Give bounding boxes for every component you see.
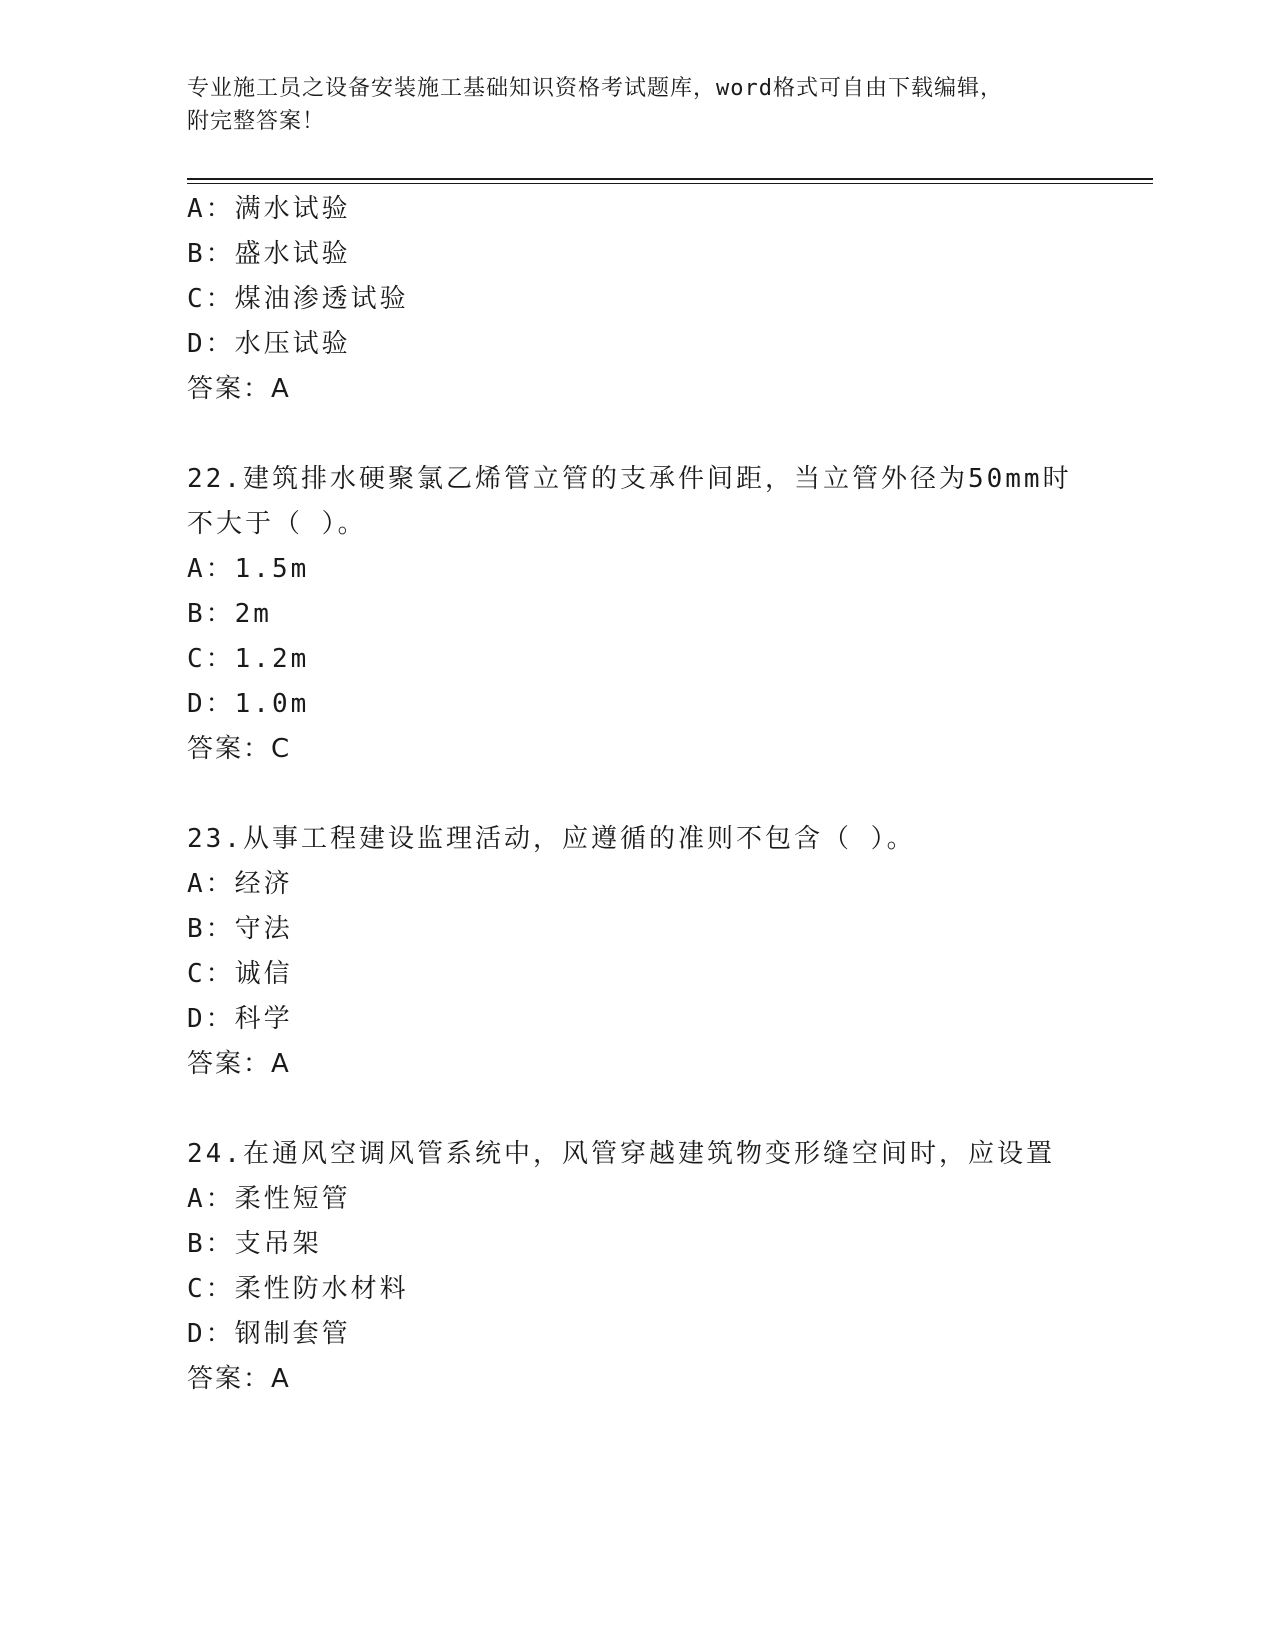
question-stem-line-1: 22.建筑排水硬聚氯乙烯管立管的支承件间距，当立管外径为50mm时 <box>187 464 1072 494</box>
header-divider-thin <box>187 183 1153 184</box>
header-line-1: 专业施工员之设备安装施工基础知识资格考试题库，word格式可自由下载编辑， <box>187 76 1003 101</box>
option-c: C：1.2m <box>187 644 310 674</box>
option-a: A：经济 <box>187 869 293 899</box>
answer-line: 答案：A <box>187 374 291 404</box>
option-c: C：诚信 <box>187 959 293 989</box>
option-a: A：柔性短管 <box>187 1184 351 1214</box>
option-b: B：支吊架 <box>187 1229 322 1259</box>
option-c: C：柔性防水材料 <box>187 1274 409 1304</box>
option-d: D：1.0m <box>187 689 310 719</box>
option-c: C：煤油渗透试验 <box>187 284 409 314</box>
header-divider-thick <box>187 178 1153 180</box>
question-stem-line-1: 23.从事工程建设监理活动，应遵循的准则不包含（ ）。 <box>187 824 916 854</box>
header-line-2: 附完整答案！ <box>187 109 326 134</box>
option-a: A：满水试验 <box>187 194 351 224</box>
option-b: B：2m <box>187 599 272 629</box>
option-b: B：盛水试验 <box>187 239 351 269</box>
document-header <box>187 72 1087 138</box>
question-stem-line-2: 不大于（ ）。 <box>187 509 367 539</box>
question-stem-line-1: 24.在通风空调风管系统中，风管穿越建筑物变形缝空间时，应设置 <box>187 1139 1055 1169</box>
option-d: D：科学 <box>187 1004 293 1034</box>
option-a: A：1.5m <box>187 554 310 584</box>
option-d: D：水压试验 <box>187 329 351 359</box>
option-b: B：守法 <box>187 914 293 944</box>
option-d: D：钢制套管 <box>187 1319 351 1349</box>
answer-line: 答案：C <box>187 734 292 764</box>
answer-line: 答案：A <box>187 1049 291 1079</box>
answer-line: 答案：A <box>187 1364 291 1394</box>
